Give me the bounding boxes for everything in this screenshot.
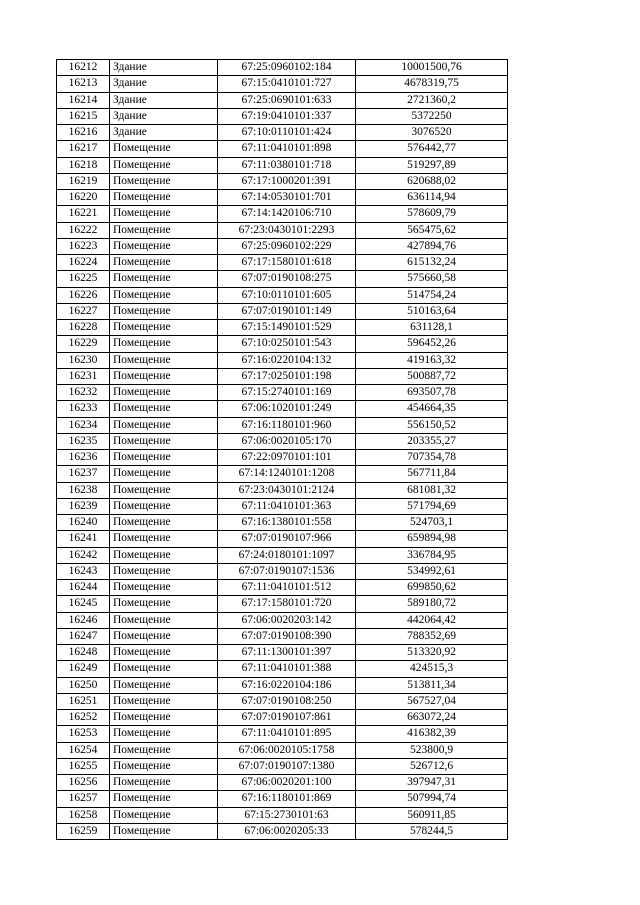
- cadastral-value-cell: 442064,42: [356, 612, 508, 628]
- object-type-cell: Помещение: [110, 173, 218, 189]
- cadastral-number-cell: 67:16:0220104:186: [218, 677, 356, 693]
- cadastral-number-cell: 67:11:0410101:898: [218, 141, 356, 157]
- cadastral-value-cell: 575660,58: [356, 271, 508, 287]
- cadastral-number-cell: 67:07:0190107:966: [218, 531, 356, 547]
- row-number-cell: 16218: [57, 157, 110, 173]
- cadastral-number-cell: 67:16:1380101:558: [218, 515, 356, 531]
- cadastral-value-cell: 524703,1: [356, 515, 508, 531]
- table-row: [57, 628, 508, 644]
- cadastral-value-cell: 620688,02: [356, 173, 508, 189]
- cadastral-number-cell: 67:11:0410101:895: [218, 726, 356, 742]
- cadastral-number-cell: 67:14:0530101:701: [218, 190, 356, 206]
- cadastral-number-cell: 67:16:1180101:960: [218, 417, 356, 433]
- object-type-cell: Помещение: [110, 482, 218, 498]
- cadastral-number-cell: 67:11:0410101:388: [218, 661, 356, 677]
- cadastral-number-cell: 67:06:0020205:33: [218, 823, 356, 839]
- row-number-cell: 16258: [57, 807, 110, 823]
- cadastral-value-cell: 659894,98: [356, 531, 508, 547]
- row-number-cell: 16224: [57, 255, 110, 271]
- cadastral-number-cell: 67:25:0690101:633: [218, 92, 356, 108]
- cadastral-value-cell: 707354,78: [356, 450, 508, 466]
- cadastral-value-cell: 615132,24: [356, 255, 508, 271]
- cadastral-value-cell: 663072,24: [356, 710, 508, 726]
- object-type-cell: Помещение: [110, 206, 218, 222]
- table-row: [57, 352, 508, 368]
- table-row: [57, 287, 508, 303]
- object-type-cell: Помещение: [110, 775, 218, 791]
- table-row: [57, 76, 508, 92]
- cadastral-value-cell: 571794,69: [356, 498, 508, 514]
- object-type-cell: Помещение: [110, 661, 218, 677]
- cadastral-number-cell: 67:17:1580101:618: [218, 255, 356, 271]
- cadastral-value-cell: 513320,92: [356, 645, 508, 661]
- object-type-cell: Помещение: [110, 498, 218, 514]
- row-number-cell: 16247: [57, 628, 110, 644]
- row-number-cell: 16255: [57, 758, 110, 774]
- cadastral-number-cell: 67:10:0110101:605: [218, 287, 356, 303]
- row-number-cell: 16220: [57, 190, 110, 206]
- row-number-cell: 16252: [57, 710, 110, 726]
- cadastral-number-cell: 67:07:0190107:861: [218, 710, 356, 726]
- cadastral-number-cell: 67:17:1580101:720: [218, 596, 356, 612]
- cadastral-number-cell: 67:10:0250101:543: [218, 336, 356, 352]
- object-type-cell: Помещение: [110, 303, 218, 319]
- cadastral-value-cell: 519297,89: [356, 157, 508, 173]
- row-number-cell: 16257: [57, 791, 110, 807]
- object-type-cell: Помещение: [110, 320, 218, 336]
- object-type-cell: Помещение: [110, 758, 218, 774]
- object-type-cell: Помещение: [110, 417, 218, 433]
- row-number-cell: 16231: [57, 368, 110, 384]
- table-row: [57, 125, 508, 141]
- cadastral-number-cell: 67:16:1180101:869: [218, 791, 356, 807]
- table-row: [57, 303, 508, 319]
- cadastral-value-cell: 589180,72: [356, 596, 508, 612]
- table-row: [57, 108, 508, 124]
- cadastral-number-cell: 67:15:0410101:727: [218, 76, 356, 92]
- cadastral-value-cell: 693507,78: [356, 385, 508, 401]
- table-row: [57, 515, 508, 531]
- row-number-cell: 16217: [57, 141, 110, 157]
- object-type-cell: Помещение: [110, 628, 218, 644]
- cadastral-number-cell: 67:07:0190101:149: [218, 303, 356, 319]
- row-number-cell: 16239: [57, 498, 110, 514]
- object-type-cell: Помещение: [110, 157, 218, 173]
- cadastral-number-cell: 67:19:0410101:337: [218, 108, 356, 124]
- cadastral-value-cell: 578609,79: [356, 206, 508, 222]
- cadastral-value-cell: 2721360,2: [356, 92, 508, 108]
- cadastral-value-cell: 416382,39: [356, 726, 508, 742]
- object-type-cell: Здание: [110, 76, 218, 92]
- row-number-cell: 16254: [57, 742, 110, 758]
- object-type-cell: Помещение: [110, 791, 218, 807]
- cadastral-value-cell: 578244,5: [356, 823, 508, 839]
- cadastral-value-cell: 4678319,75: [356, 76, 508, 92]
- table-row: [57, 401, 508, 417]
- cadastral-value-cell: 203355,27: [356, 433, 508, 449]
- cadastral-value-cell: 534992,61: [356, 563, 508, 579]
- table-row: [57, 92, 508, 108]
- object-type-cell: Помещение: [110, 645, 218, 661]
- row-number-cell: 16223: [57, 238, 110, 254]
- row-number-cell: 16245: [57, 596, 110, 612]
- row-number-cell: 16242: [57, 547, 110, 563]
- cadastral-number-cell: 67:06:0020105:170: [218, 433, 356, 449]
- cadastral-number-cell: 67:15:2740101:169: [218, 385, 356, 401]
- cadastral-value-cell: 336784,95: [356, 547, 508, 563]
- row-number-cell: 16250: [57, 677, 110, 693]
- object-type-cell: Помещение: [110, 596, 218, 612]
- cadastral-number-cell: 67:07:0190108:390: [218, 628, 356, 644]
- object-type-cell: Помещение: [110, 742, 218, 758]
- cadastral-value-cell: 513811,34: [356, 677, 508, 693]
- cadastral-number-cell: 67:25:0960102:229: [218, 238, 356, 254]
- row-number-cell: 16225: [57, 271, 110, 287]
- object-type-cell: Помещение: [110, 401, 218, 417]
- row-number-cell: 16232: [57, 385, 110, 401]
- object-type-cell: Помещение: [110, 385, 218, 401]
- cadastral-number-cell: 67:14:1240101:1208: [218, 466, 356, 482]
- table-row: [57, 726, 508, 742]
- row-number-cell: 16235: [57, 433, 110, 449]
- object-type-cell: Помещение: [110, 677, 218, 693]
- row-number-cell: 16233: [57, 401, 110, 417]
- object-type-cell: Помещение: [110, 515, 218, 531]
- property-table-body: [57, 60, 508, 840]
- row-number-cell: 16241: [57, 531, 110, 547]
- cadastral-value-cell: 631128,1: [356, 320, 508, 336]
- row-number-cell: 16215: [57, 108, 110, 124]
- cadastral-value-cell: 596452,26: [356, 336, 508, 352]
- table-row: [57, 222, 508, 238]
- cadastral-value-cell: 454664,35: [356, 401, 508, 417]
- cadastral-number-cell: 67:06:0020201:100: [218, 775, 356, 791]
- table-row: [57, 482, 508, 498]
- row-number-cell: 16243: [57, 563, 110, 579]
- row-number-cell: 16222: [57, 222, 110, 238]
- row-number-cell: 16214: [57, 92, 110, 108]
- cadastral-value-cell: 576442,77: [356, 141, 508, 157]
- object-type-cell: Помещение: [110, 238, 218, 254]
- table-row: [57, 238, 508, 254]
- row-number-cell: 16221: [57, 206, 110, 222]
- cadastral-number-cell: 67:14:1420106:710: [218, 206, 356, 222]
- row-number-cell: 16228: [57, 320, 110, 336]
- row-number-cell: 16251: [57, 693, 110, 709]
- table-row: [57, 466, 508, 482]
- cadastral-value-cell: 427894,76: [356, 238, 508, 254]
- property-table: [56, 59, 508, 840]
- cadastral-number-cell: 67:15:2730101:63: [218, 807, 356, 823]
- table-row: [57, 775, 508, 791]
- row-number-cell: 16253: [57, 726, 110, 742]
- cadastral-value-cell: 681081,32: [356, 482, 508, 498]
- table-row: [57, 320, 508, 336]
- table-row: [57, 417, 508, 433]
- cadastral-value-cell: 397947,31: [356, 775, 508, 791]
- object-type-cell: Помещение: [110, 693, 218, 709]
- table-row: [57, 157, 508, 173]
- row-number-cell: 16216: [57, 125, 110, 141]
- cadastral-value-cell: 567711,84: [356, 466, 508, 482]
- cadastral-value-cell: 699850,62: [356, 580, 508, 596]
- cadastral-number-cell: 67:15:1490101:529: [218, 320, 356, 336]
- table-row: [57, 645, 508, 661]
- row-number-cell: 16248: [57, 645, 110, 661]
- table-row: [57, 547, 508, 563]
- cadastral-value-cell: 5372250: [356, 108, 508, 124]
- table-row: [57, 677, 508, 693]
- object-type-cell: Помещение: [110, 271, 218, 287]
- object-type-cell: Помещение: [110, 287, 218, 303]
- row-number-cell: 16249: [57, 661, 110, 677]
- object-type-cell: Помещение: [110, 823, 218, 839]
- cadastral-number-cell: 67:16:0220104:132: [218, 352, 356, 368]
- cadastral-number-cell: 67:11:0410101:512: [218, 580, 356, 596]
- table-row: [57, 173, 508, 189]
- cadastral-number-cell: 67:07:0190107:1536: [218, 563, 356, 579]
- table-row: [57, 823, 508, 839]
- table-row: [57, 206, 508, 222]
- object-type-cell: Помещение: [110, 580, 218, 596]
- cadastral-number-cell: 67:11:0380101:718: [218, 157, 356, 173]
- row-number-cell: 16259: [57, 823, 110, 839]
- object-type-cell: Помещение: [110, 336, 218, 352]
- table-row: [57, 791, 508, 807]
- row-number-cell: 16219: [57, 173, 110, 189]
- object-type-cell: Помещение: [110, 807, 218, 823]
- object-type-cell: Помещение: [110, 612, 218, 628]
- cadastral-number-cell: 67:10:0110101:424: [218, 125, 356, 141]
- table-row: [57, 596, 508, 612]
- row-number-cell: 16229: [57, 336, 110, 352]
- row-number-cell: 16237: [57, 466, 110, 482]
- table-row: [57, 385, 508, 401]
- object-type-cell: Здание: [110, 108, 218, 124]
- table-row: [57, 60, 508, 76]
- table-row: [57, 693, 508, 709]
- row-number-cell: 16246: [57, 612, 110, 628]
- cadastral-value-cell: 565475,62: [356, 222, 508, 238]
- object-type-cell: Помещение: [110, 352, 218, 368]
- row-number-cell: 16236: [57, 450, 110, 466]
- cadastral-value-cell: 507994,74: [356, 791, 508, 807]
- cadastral-number-cell: 67:23:0430101:2124: [218, 482, 356, 498]
- cadastral-number-cell: 67:11:0410101:363: [218, 498, 356, 514]
- cadastral-value-cell: 3076520: [356, 125, 508, 141]
- table-row: [57, 758, 508, 774]
- cadastral-value-cell: 510163,64: [356, 303, 508, 319]
- table-row: [57, 368, 508, 384]
- object-type-cell: Помещение: [110, 190, 218, 206]
- cadastral-number-cell: 67:22:0970101:101: [218, 450, 356, 466]
- table-row: [57, 450, 508, 466]
- cadastral-number-cell: 67:23:0430101:2293: [218, 222, 356, 238]
- table-row: [57, 612, 508, 628]
- object-type-cell: Помещение: [110, 531, 218, 547]
- row-number-cell: 16230: [57, 352, 110, 368]
- table-row: [57, 710, 508, 726]
- cadastral-value-cell: 560911,85: [356, 807, 508, 823]
- row-number-cell: 16256: [57, 775, 110, 791]
- cadastral-number-cell: 67:06:1020101:249: [218, 401, 356, 417]
- object-type-cell: Здание: [110, 125, 218, 141]
- table-row: [57, 742, 508, 758]
- cadastral-number-cell: 67:11:1300101:397: [218, 645, 356, 661]
- table-row: [57, 531, 508, 547]
- object-type-cell: Помещение: [110, 222, 218, 238]
- row-number-cell: 16212: [57, 60, 110, 76]
- object-type-cell: Помещение: [110, 141, 218, 157]
- cadastral-value-cell: 636114,94: [356, 190, 508, 206]
- cadastral-number-cell: 67:07:0190107:1380: [218, 758, 356, 774]
- cadastral-value-cell: 10001500,76: [356, 60, 508, 76]
- cadastral-value-cell: 526712,6: [356, 758, 508, 774]
- table-row: [57, 498, 508, 514]
- row-number-cell: 16234: [57, 417, 110, 433]
- object-type-cell: Помещение: [110, 433, 218, 449]
- row-number-cell: 16244: [57, 580, 110, 596]
- cadastral-value-cell: 419163,32: [356, 352, 508, 368]
- object-type-cell: Помещение: [110, 563, 218, 579]
- row-number-cell: 16226: [57, 287, 110, 303]
- object-type-cell: Помещение: [110, 547, 218, 563]
- row-number-cell: 16238: [57, 482, 110, 498]
- table-row: [57, 271, 508, 287]
- table-row: [57, 563, 508, 579]
- cadastral-number-cell: 67:06:0020105:1758: [218, 742, 356, 758]
- object-type-cell: Помещение: [110, 368, 218, 384]
- object-type-cell: Здание: [110, 92, 218, 108]
- cadastral-number-cell: 67:07:0190108:250: [218, 693, 356, 709]
- table-row: [57, 336, 508, 352]
- cadastral-value-cell: 556150,52: [356, 417, 508, 433]
- cadastral-number-cell: 67:25:0960102:184: [218, 60, 356, 76]
- cadastral-number-cell: 67:24:0180101:1097: [218, 547, 356, 563]
- row-number-cell: 16227: [57, 303, 110, 319]
- cadastral-value-cell: 514754,24: [356, 287, 508, 303]
- object-type-cell: Помещение: [110, 726, 218, 742]
- cadastral-value-cell: 523800,9: [356, 742, 508, 758]
- cadastral-number-cell: 67:17:0250101:198: [218, 368, 356, 384]
- table-row: [57, 661, 508, 677]
- cadastral-value-cell: 567527,04: [356, 693, 508, 709]
- object-type-cell: Помещение: [110, 450, 218, 466]
- object-type-cell: Помещение: [110, 255, 218, 271]
- row-number-cell: 16213: [57, 76, 110, 92]
- table-row: [57, 433, 508, 449]
- table-row: [57, 190, 508, 206]
- cadastral-value-cell: 500887,72: [356, 368, 508, 384]
- object-type-cell: Здание: [110, 60, 218, 76]
- cadastral-value-cell: 424515,3: [356, 661, 508, 677]
- cadastral-number-cell: 67:17:1000201:391: [218, 173, 356, 189]
- cadastral-number-cell: 67:06:0020203:142: [218, 612, 356, 628]
- object-type-cell: Помещение: [110, 466, 218, 482]
- table-row: [57, 141, 508, 157]
- cadastral-value-cell: 788352,69: [356, 628, 508, 644]
- row-number-cell: 16240: [57, 515, 110, 531]
- table-row: [57, 807, 508, 823]
- object-type-cell: Помещение: [110, 710, 218, 726]
- cadastral-number-cell: 67:07:0190108:275: [218, 271, 356, 287]
- table-row: [57, 255, 508, 271]
- table-row: [57, 580, 508, 596]
